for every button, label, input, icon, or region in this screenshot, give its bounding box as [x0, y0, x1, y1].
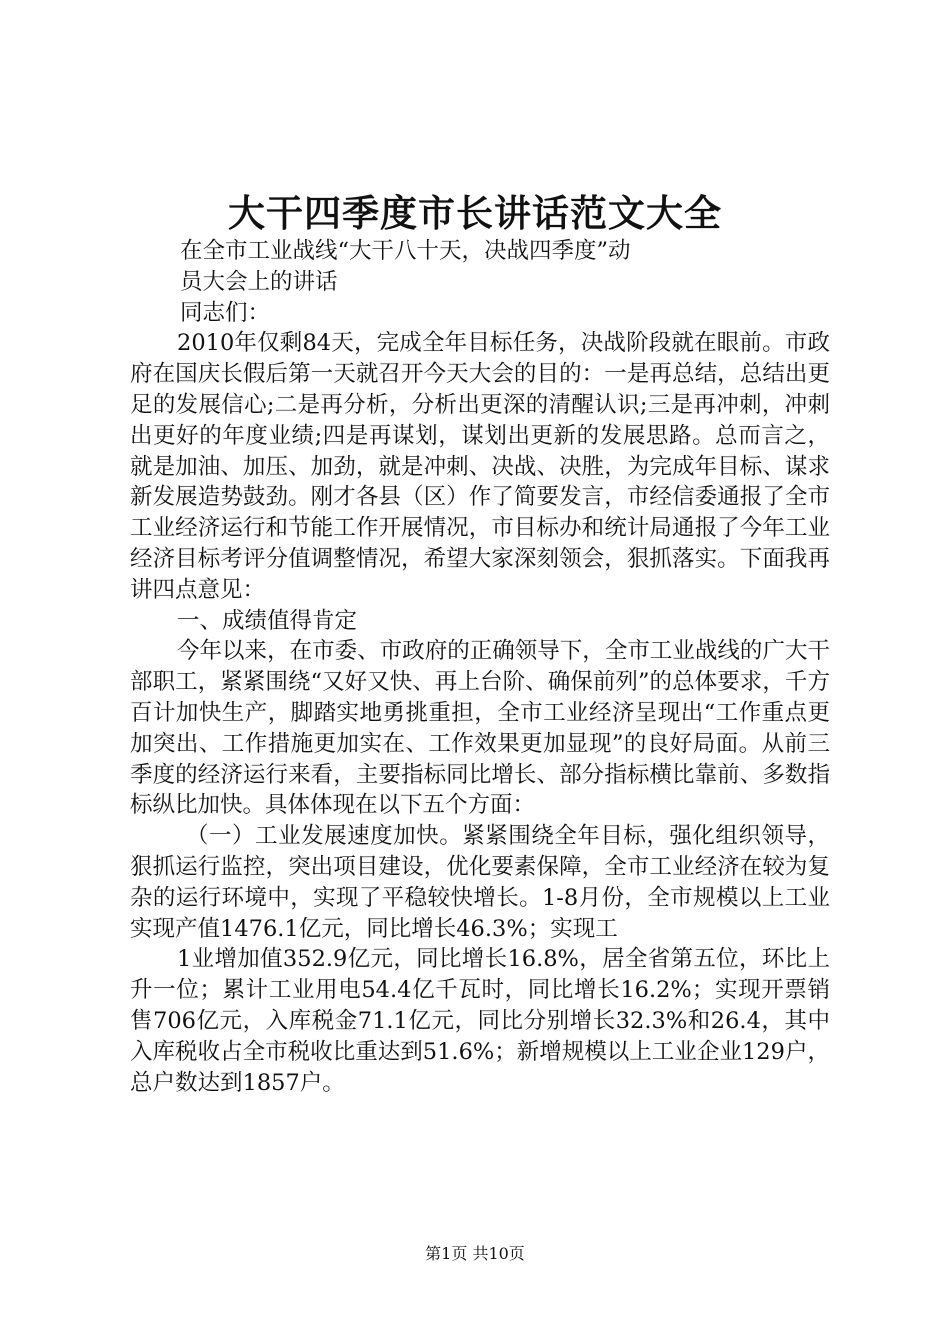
salutation: 同志们：	[180, 299, 271, 326]
paragraph: （一）工业发展速度加快。紧紧围绕全年目标，强化组织领导，狠抓运行监控，突出项目建设，优化要素保障，全市工业经济在较为复杂的运行环境中，实现了平稳较快增长。1-8月份，全市规模以上工业实现产值1476.1亿元，同比增长46.3%；实现工	[130, 823, 830, 942]
paragraph: 1业增加值352.9亿元，同比增长16.8%，居全省第五位，环比上升一位；累计工业用电54.4亿千瓦时，同比增长16.2%；实现开票销售706亿元，入库税金71.1亿元，同比分别增长32.3%和26.4，其中入库税收占全市税收比重达到51.6%；新增规模以上工业企业129户，总户数达到1857户。	[130, 946, 830, 1096]
subtitle-line: 在全市工业战线“大干八十天，决战四季度”动	[180, 238, 631, 264]
subtitle-line: 员大会上的讲话	[180, 268, 338, 295]
page-footer: 第1页 共10页	[425, 1244, 525, 1263]
section-heading: 一、成绩值得肯定	[177, 607, 358, 634]
document-body	[130, 236, 830, 1098]
paragraph: 今年以来，在市委、市政府的正确领导下，全市工业战线的广大干部职工，紧紧围绕“又好又快、再上台阶、确保前列”的总体要求，千方百计加快生产，脚踏实地勇挑重担，全市工业经济呈现出“工作重点更加突出、工作措施更加实在、工作效果更加显现”的良好局面。从前三季度的经济运行来看，主要指标同比增长、部分指标横比靠前、多数指标纵比加快。具体体现在以下五个方面：	[130, 638, 830, 819]
document-title: 大干四季度市长讲话范文大全	[228, 191, 722, 235]
paragraph: 2010年仅剩84天，完成全年目标任务，决战阶段就在眼前。市政府在国庆长假后第一天就召开今天大会的目的：一是再总结，总结出更足的发展信心;二是再分析，分析出更深的清醒认识;三是再冲刺，冲刺出更好的年度业绩;四是再谋划，谋划出更新的发展思路。总而言之，就是加油、加压、加劲，就是冲刺、决战、决胜，为完成年目标、谋求新发展造势鼓劲。刚才各县（区）作了简要发言，市经信委通报了全市工业经济运行和节能工作开展情况，市目标办和统计局通报了今年工业经济目标考评分值调整情况，希望大家深刻领会，狠抓落实。下面我再讲四点意见：	[130, 330, 830, 603]
